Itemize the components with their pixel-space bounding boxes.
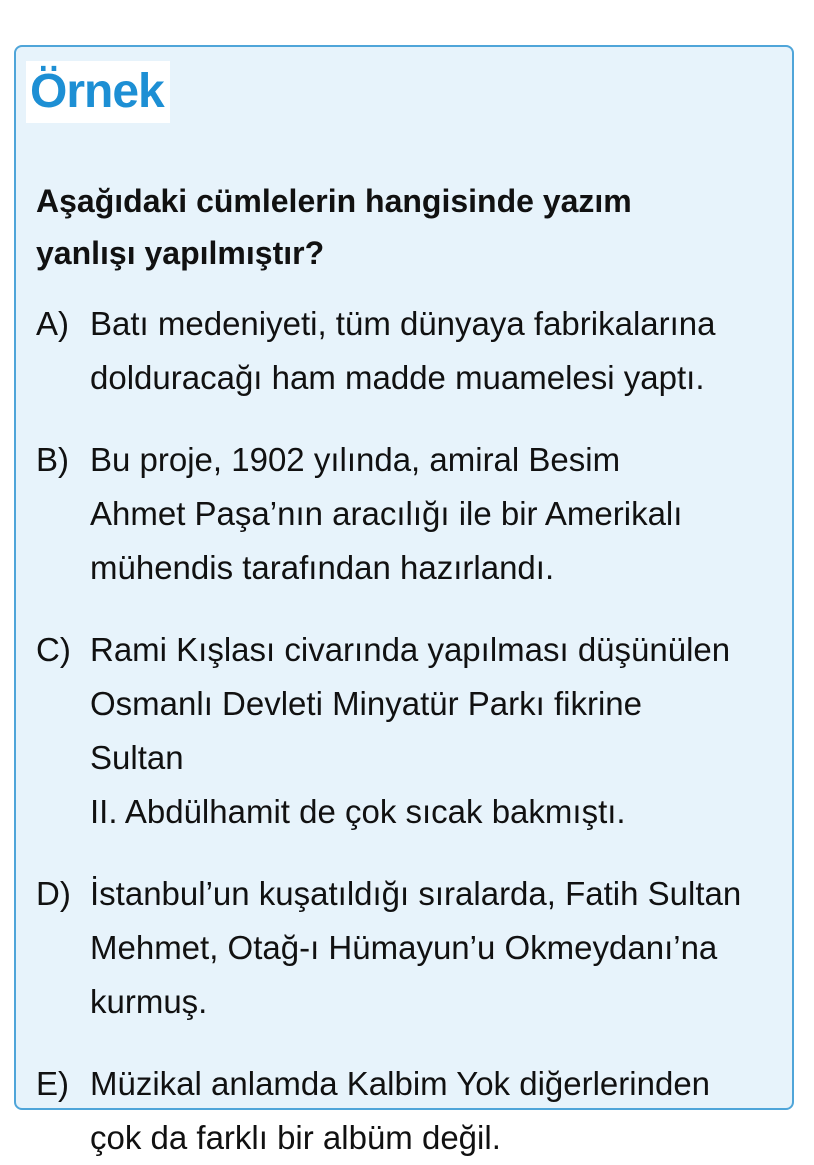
option-e-letter: E) (36, 1065, 69, 1102)
option-b-line: Ahmet Paşa’nın aracılığı ile bir Amerikalı (90, 495, 683, 532)
option-d[interactable] (36, 867, 811, 1029)
option-a-line: dolduracağı ham madde muamelesi yaptı. (90, 359, 705, 396)
option-c[interactable] (36, 623, 811, 839)
option-c-letter: C) (36, 631, 71, 668)
option-d-text (90, 867, 811, 1029)
option-c-line: Sultan (90, 739, 184, 776)
option-e-line: Müzikal anlamda Kalbim Yok diğerlerinden (90, 1065, 711, 1102)
option-a-letter: A) (36, 305, 69, 342)
option-e-line: çok da farklı bir albüm değil. (90, 1119, 501, 1156)
option-a-text (90, 297, 811, 405)
option-b-letter: B) (36, 441, 69, 478)
option-b-line: mühendis tarafından hazırlandı. (90, 549, 555, 586)
option-d-letter: D) (36, 875, 71, 912)
option-b-text (90, 433, 811, 595)
option-b-line: Bu proje, 1902 yılında, amiral Besim (90, 441, 621, 478)
option-d-line: Mehmet, Otağ-ı Hümayun’u Okmeydanı’na (90, 929, 718, 966)
option-e-text (90, 1057, 811, 1165)
option-e[interactable] (36, 1057, 811, 1165)
option-c-line: Rami Kışlası civarında yapılması düşünülen (90, 631, 731, 668)
option-c-line: II. Abdülhamit de çok sıcak bakmıştı. (90, 793, 626, 830)
option-c-text (90, 623, 811, 839)
option-a[interactable] (36, 297, 811, 405)
example-title: Örnek (30, 65, 164, 118)
option-d-line: kurmuş. (90, 983, 208, 1020)
question-line-1: Aşağıdaki cümlelerin hangisinde yazım (36, 183, 632, 219)
option-b[interactable] (36, 433, 811, 595)
answer-options (36, 297, 811, 1165)
option-c-line: Osmanlı Devleti Minyatür Parkı fikrine (90, 685, 642, 722)
example-card (14, 45, 794, 1156)
question-text (36, 175, 796, 279)
option-d-line: İstanbul’un kuşatıldığı sıralarda, Fatih Sultan (90, 875, 742, 912)
question-line-2: yanlışı yapılmıştır? (36, 235, 325, 271)
option-a-line: Batı medeniyeti, tüm dünyaya fabrikalarına (90, 305, 716, 342)
title-label-wrap (26, 61, 170, 123)
